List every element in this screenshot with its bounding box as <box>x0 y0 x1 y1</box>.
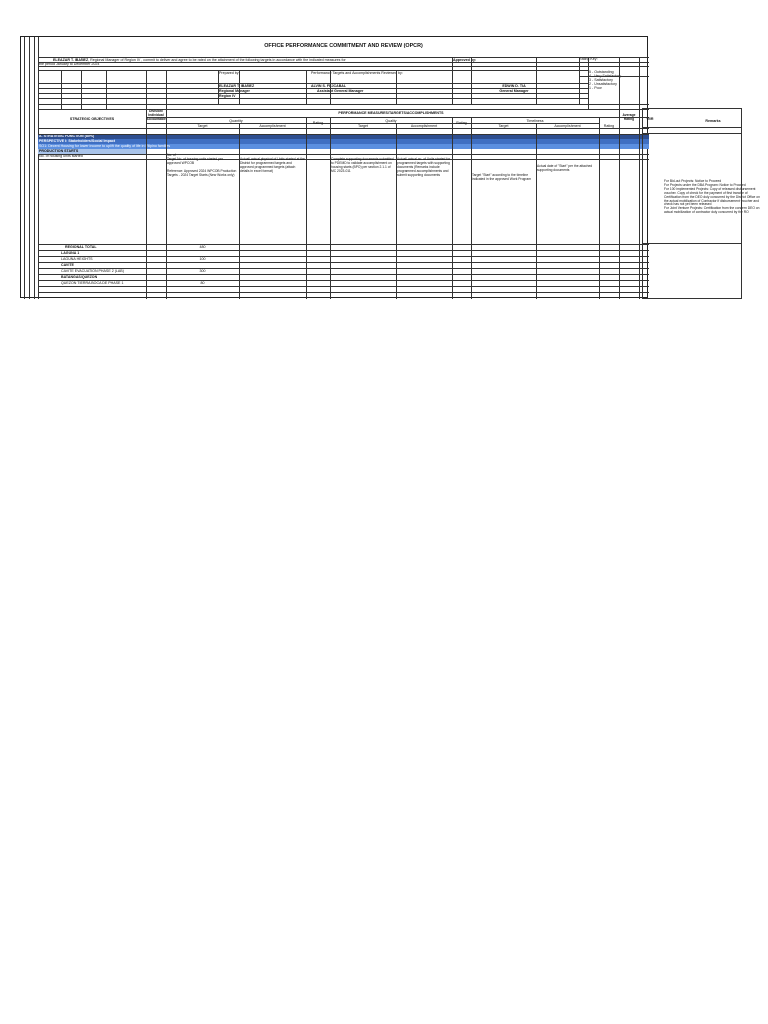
time-target-header: Target <box>498 124 509 128</box>
gridline <box>38 109 649 110</box>
gridline <box>218 70 219 104</box>
gridline <box>306 70 307 104</box>
production-label: PRODUCTION STARTS <box>39 149 79 153</box>
gridline <box>38 244 649 245</box>
gridline <box>146 70 147 109</box>
strategic-objectives-header: STRATEGIC OBJECTIVES <box>69 117 115 121</box>
total-label: CAVITE <box>61 263 74 267</box>
gridline <box>579 57 580 104</box>
gridline <box>396 70 397 104</box>
gridline <box>38 274 649 275</box>
total-label: REGIONAL TOTAL <box>65 245 97 249</box>
gridline <box>306 117 307 299</box>
gridline <box>642 108 742 109</box>
time-rating-header: Rating <box>603 124 615 128</box>
total-label: LAGUNA HEIGHTS <box>61 257 93 261</box>
rating-key-item: 2 - Unsatisfactory <box>589 81 617 86</box>
gridline <box>536 123 537 299</box>
wr-header: W/R <box>646 117 654 121</box>
gridline <box>452 57 453 104</box>
gridline <box>38 286 649 287</box>
rating-key <box>589 71 621 91</box>
opcr-sheet <box>20 36 760 298</box>
qual-target-cell: Complete supporting documents submitted to PDEMD to validate accomplishment on housing starts (BPO) per section 2.1.1 of MC 2023-011 <box>331 157 394 173</box>
gridline <box>61 70 62 109</box>
cell-text: Reference: Approved 2024 WPCOB Production Targets - 2024 Target Starts (New Works only) <box>167 168 237 177</box>
gridline <box>38 98 588 99</box>
total-label: LAGUNA 1 <box>61 251 80 255</box>
gridline <box>471 57 472 104</box>
gridline <box>81 70 82 109</box>
gridline <box>29 37 30 299</box>
quality-header: Quality <box>385 119 397 123</box>
gridline <box>330 117 331 299</box>
gridline <box>642 243 742 244</box>
remarks-cell: For Bid-out Projects: Notice to Proceed For Projects under the DBA Program: Notice to Proceed For 100 implemented Projects: Copy of released disbursement voucher. Copy of check for the payment of first tranche of Certification from the DEO duly concurred by the District Office on the actual mobilization of Contractor if disbursement voucher and check has not yet been released For Joint Venture Projects: Certification from the concern DEO on actual mobilization of contractor duly concurred by the RO <box>664 179 760 215</box>
prepared-by-label: Prepared by: <box>219 71 240 75</box>
approved-title: General Manager <box>499 89 529 93</box>
gridline <box>642 298 742 299</box>
gridline <box>38 62 649 63</box>
gridline <box>34 37 35 299</box>
reviewed-by-label: Performance Targets and Accomplishments Reviewed by: <box>311 71 403 75</box>
gridline <box>599 117 600 299</box>
gridline <box>38 280 649 281</box>
quantity-header: Quantity <box>229 119 243 123</box>
qty-target-cell <box>167 154 237 178</box>
qty-target-header: Target <box>197 124 208 128</box>
gridline <box>619 109 620 299</box>
qual-accomp-cell: Actual/ actual no. of Units started for programmed targets with supporting documents (Remarks include programmed accomplishments and submit supporting documents <box>397 157 451 177</box>
qty-accomplishment-header: Accomplishment <box>259 124 286 128</box>
gridline <box>639 109 640 299</box>
approved-by-label: Approved by: <box>453 58 477 62</box>
qual-target-header: Target <box>358 124 368 128</box>
total-value: 80 <box>200 281 205 285</box>
gridline <box>642 133 742 134</box>
gridline <box>38 256 649 257</box>
qual-rating-header: Rating <box>456 121 467 125</box>
gridline <box>146 117 649 118</box>
so-label: SO1: Decent Housing for lower income to uplift the quality of life in Filipino families <box>39 144 171 148</box>
gridline <box>330 70 331 104</box>
gridline <box>588 57 589 109</box>
gridline <box>536 57 537 104</box>
gridline <box>38 134 649 135</box>
commit-text: , Regional Manager of Region IV , commit to deliver and agree to be rated on the attainment of the following targets in accordance with the indicated measures for <box>88 58 346 62</box>
cell-text: No. of <box>167 153 176 157</box>
approved-name: EDWIN D. TIA <box>502 84 526 88</box>
gridline <box>38 292 649 293</box>
gridline <box>452 117 453 299</box>
measures-header: PERFORMANCE MEASURES/TARGETS/ACCOMPLISHMENTS <box>338 111 444 115</box>
prepared-name: ELEAZAR T. IBAÑEZ <box>219 84 255 88</box>
gridline <box>38 262 649 263</box>
cell-text: Target No. of housing units started per approved WPCOB <box>167 156 223 165</box>
row-label: No. of housing units started <box>39 154 83 158</box>
total-value: 480 <box>199 245 206 249</box>
total-value: 300 <box>199 269 206 273</box>
gridline <box>239 70 240 104</box>
commit-name: ELEAZAR T. IBAÑEZ <box>53 58 89 62</box>
remarks-header: Remarks <box>705 119 721 123</box>
period-text: the period January to December 2024 <box>39 62 100 66</box>
gridline <box>38 37 39 299</box>
gridline <box>38 250 649 251</box>
gridline <box>166 109 167 299</box>
gridline <box>38 66 649 67</box>
gridline <box>239 123 240 299</box>
document-title: OFFICE PERFORMANCE COMMITMENT AND REVIEW (OPCR) <box>264 43 423 49</box>
rating-key-label: Rating Key: <box>579 57 598 61</box>
rating-key-item: 5 - Outstanding <box>589 70 614 74</box>
time-target-cell: Target "Start" according to the timeline indicated in the approved Work Program <box>472 173 531 181</box>
gridline <box>619 57 620 109</box>
total-label: BATANGAS/QUEZON <box>61 275 98 279</box>
timeliness-header: Timeliness <box>526 119 544 123</box>
reviewed-name: ALVIN S. FEJCABAL <box>311 84 347 88</box>
average-rating-header: Average Rating <box>622 113 636 121</box>
reviewed-title: Assistant General Manager <box>317 89 364 93</box>
gridline <box>396 123 397 299</box>
rating-key-item: 1 - Poor <box>589 85 602 90</box>
strategic-function-label: A. STRATEGIC FUNCTION (80%) <box>39 134 95 138</box>
gridline <box>38 104 649 105</box>
prepared-region: Region IV <box>219 94 236 98</box>
gridline <box>639 57 640 109</box>
perspective-label: PERSPECTIVE I: Stakeholders/Social Impact <box>39 139 116 143</box>
qual-accomplishment-header: Accomplishment <box>410 124 438 128</box>
gridline <box>106 70 107 109</box>
division-header: Division/ Individual Accountable <box>146 109 166 121</box>
gridline <box>642 127 742 128</box>
gridline <box>38 268 649 269</box>
gridline <box>146 109 147 299</box>
total-value: 100 <box>199 257 206 261</box>
remarks-column <box>642 108 742 298</box>
time-accomp-cell: Actual date of "Start" per the attached supporting documents <box>537 164 593 172</box>
gridline <box>38 154 649 155</box>
rating-key-item: 4 - Very Satisfactory <box>589 73 622 78</box>
qty-rating-header: Rating <box>312 121 324 125</box>
total-label: QUEZON TIERRA BOCA DE PHASE 1 <box>61 281 124 285</box>
rating-key-item: 3 - Satisfactory <box>589 77 613 82</box>
prepared-title: Regional Manager <box>219 89 250 93</box>
gridline <box>471 117 472 299</box>
qty-accomp-cell: Actual/ actual physical of Units started at the District for programmed targets and approved programmed targets (attach details in excel format) <box>240 157 305 173</box>
total-label: CAVITE EVACUATION PHASE 2 (LAB) <box>61 269 124 273</box>
time-accomplishment-header: Accomplishment <box>554 124 581 128</box>
gridline <box>24 37 25 299</box>
gridline <box>166 70 167 109</box>
